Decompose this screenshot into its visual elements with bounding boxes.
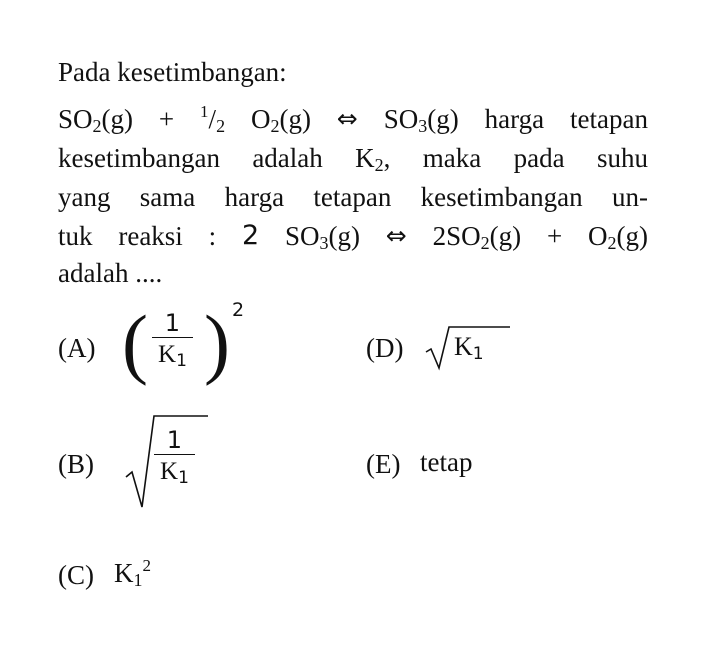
question-reaction-line bbox=[58, 219, 648, 253]
word: sama bbox=[139, 182, 196, 212]
fraction: $\frac{1}{K1}$ bbox=[152, 309, 193, 376]
word: suhu bbox=[596, 143, 648, 173]
word: harga bbox=[484, 104, 545, 134]
question-text-line bbox=[58, 180, 648, 214]
fraction: $\frac{1}{K1}$ bbox=[154, 426, 195, 493]
word: maka bbox=[422, 143, 482, 173]
word: tetapan bbox=[570, 104, 648, 134]
option-e-expression[interactable]: tetap bbox=[420, 447, 473, 477]
word: tetapan bbox=[313, 182, 392, 212]
so3-product: $SO_3(g)$ bbox=[383, 104, 459, 136]
option-c-label[interactable]: (C) bbox=[58, 560, 94, 590]
so2-product: $2SO_2(g)$ bbox=[432, 221, 522, 253]
half-coefficient: $^1/_2$ bbox=[200, 102, 226, 136]
word: harga bbox=[224, 182, 285, 212]
o2-reactant: $O_2(g)$ bbox=[250, 104, 311, 136]
question-intro: Pada kesetimbangan: bbox=[58, 57, 287, 87]
equilibrium-arrow-icon: ⇔ bbox=[385, 221, 407, 250]
question-reaction-line bbox=[58, 102, 648, 136]
option-d-label[interactable]: (D) bbox=[366, 333, 404, 363]
equilibrium-arrow-icon: ⇔ bbox=[336, 104, 358, 133]
coefficient: 2 bbox=[241, 220, 260, 251]
option-b-label[interactable]: (B) bbox=[58, 449, 94, 479]
right-paren: ) bbox=[204, 299, 230, 386]
option-e-label[interactable]: (E) bbox=[366, 449, 401, 479]
word: reaksi bbox=[118, 221, 183, 251]
so2-reactant: $SO_2(g)$ bbox=[58, 104, 133, 136]
option-a-label[interactable]: (A) bbox=[58, 333, 96, 363]
word: kesetimbangan bbox=[58, 143, 220, 173]
word: un- bbox=[611, 182, 648, 212]
word: adalah bbox=[252, 143, 323, 173]
plus-sign: + bbox=[546, 221, 563, 251]
exponent: 2 bbox=[232, 299, 245, 321]
question-text-line: adalah .... bbox=[58, 258, 163, 288]
radicand: K1 bbox=[454, 332, 484, 364]
word: kesetimbangan bbox=[420, 182, 583, 212]
word: : bbox=[208, 221, 217, 251]
so3-reactant: $SO_3(g)$ bbox=[285, 221, 360, 253]
k2-symbol: $K_2$, bbox=[355, 143, 391, 175]
o2-product: $O_2(g)$ bbox=[588, 221, 648, 253]
word: tuk bbox=[58, 221, 93, 251]
option-d-expression[interactable] bbox=[424, 322, 514, 372]
option-b-expression[interactable] bbox=[124, 412, 210, 512]
question-text-line bbox=[58, 141, 648, 175]
word: yang bbox=[58, 182, 111, 212]
word: pada bbox=[513, 143, 565, 173]
plus-sign: + bbox=[158, 104, 175, 134]
option-c-expression[interactable]: $K_1^2$ bbox=[114, 556, 151, 590]
left-paren: ( bbox=[122, 299, 148, 386]
